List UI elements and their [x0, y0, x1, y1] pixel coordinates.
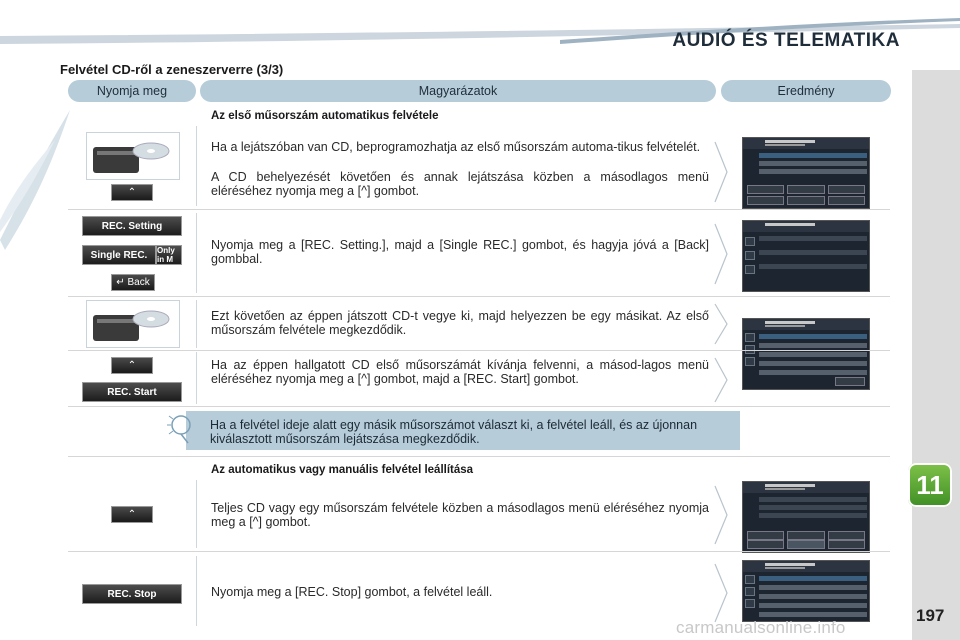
row6-text: Nyomja meg a [REC. Stop] gombot, a felvétel leáll.: [211, 585, 493, 599]
result-screen-1: [742, 137, 870, 209]
cd-player-image: [86, 300, 180, 348]
row-divider-line: [196, 480, 197, 548]
up-arrow-button[interactable]: [111, 357, 153, 374]
page-header-title: AUDIÓ ÉS TELEMATIKA: [672, 30, 900, 51]
row3-text: Ezt követően az éppen játszott CD-t vegye ki, majd helyezzen be egy másikat. Az első műsorszám felvétele megkezdődik.: [211, 309, 709, 337]
chapter-badge: 11: [908, 463, 952, 507]
chevron-up-icon: ⌃: [127, 187, 137, 198]
result-screen-4: [742, 481, 870, 553]
column-header-press: Nyomja meg: [68, 80, 196, 102]
single-rec-button[interactable]: Single REC.: [82, 245, 156, 265]
cd-insert-icon: [87, 133, 179, 179]
rec-stop-button[interactable]: REC. Stop: [82, 584, 182, 604]
row-separator: [68, 406, 890, 407]
up-arrow-button[interactable]: [111, 506, 153, 523]
row-divider-line: [196, 300, 197, 348]
page-number: 197: [916, 606, 945, 625]
row5-text: Teljes CD vagy egy műsorszám felvétele közben a másodlagos menü eléréséhez nyomja meg a [^] gombot.: [211, 501, 709, 529]
row-separator: [68, 350, 890, 351]
cd-insert-icon: [87, 301, 179, 347]
row1-text-part1: Ha a lejátszóban van CD, beprogramozhatja az első műsorszám automa-tikus felvételét.: [211, 140, 701, 154]
cd-player-image: [86, 132, 180, 180]
chevron-up-icon: ⌃: [127, 509, 137, 520]
watermark-text: carmanualsonline.info: [676, 618, 846, 637]
tip-text: Ha a felvétel ideje alatt egy másik műsorszámot választ ki, a felvétel leáll, és az újonnan kiválasztott műsorszám lejátszása megkezdődik.: [210, 418, 698, 446]
section1-subtitle: Az első műsorszám automatikus felvétele: [211, 110, 439, 122]
rec-setting-button[interactable]: REC. Setting: [82, 216, 182, 236]
section2-subtitle: Az automatikus vagy manuális felvétel leállítása: [211, 464, 474, 476]
row-separator: [68, 296, 890, 297]
return-arrow-icon: ↵: [116, 277, 128, 288]
column-header-explanation: Magyarázatok: [200, 80, 716, 102]
result-screen-3: [742, 318, 870, 390]
row-divider-line: [196, 126, 197, 206]
chevron-up-icon: ⌃: [127, 360, 137, 371]
chevron-right-icon: [714, 562, 728, 624]
rec-start-button[interactable]: REC. Start: [82, 382, 182, 402]
chapter-side-strip: [912, 70, 960, 640]
row1-text-part2: A CD behelyezését követően és annak lejátszása közben a másodlagos menü eléréséhez nyomja meg a [^] gombot.: [211, 170, 709, 198]
chevron-right-icon: [714, 356, 728, 404]
chevron-right-icon: [714, 302, 728, 346]
chevron-right-icon: [714, 140, 728, 204]
row-divider-line: [196, 213, 197, 293]
chevron-right-icon: [714, 484, 728, 546]
row-separator: [68, 551, 890, 552]
row-divider-line: [196, 556, 197, 626]
row2-text: Nyomja meg a [REC. Setting.], majd a [Single REC.] gombot, és hagyja jóvá a [Back] gombbal.: [211, 238, 709, 266]
row4-text: Ha az éppen hallgatott CD első műsorszámát kívánja felvenni, a másod-lagos menü eléréséhez nyomja meg a [^] gombot, majd a [REC. Start] gombot.: [211, 358, 709, 386]
up-arrow-button[interactable]: [111, 184, 153, 201]
column-header-result: Eredmény: [721, 80, 891, 102]
section-title: Felvétel CD-ről a zeneszerverre (3/3): [60, 62, 284, 77]
result-screen-5: [742, 560, 870, 622]
row-separator: [68, 456, 890, 457]
chevron-right-icon: [714, 222, 728, 286]
lightbulb-icon: [166, 410, 196, 446]
decorative-leaf-graphic: [0, 100, 70, 250]
only-in-mode-label: Only in M: [156, 245, 182, 265]
result-screen-2: [742, 220, 870, 292]
back-button-label: Back: [127, 277, 150, 288]
row-divider-line: [196, 352, 197, 404]
back-button[interactable]: [111, 274, 155, 291]
row-separator: [68, 209, 890, 210]
